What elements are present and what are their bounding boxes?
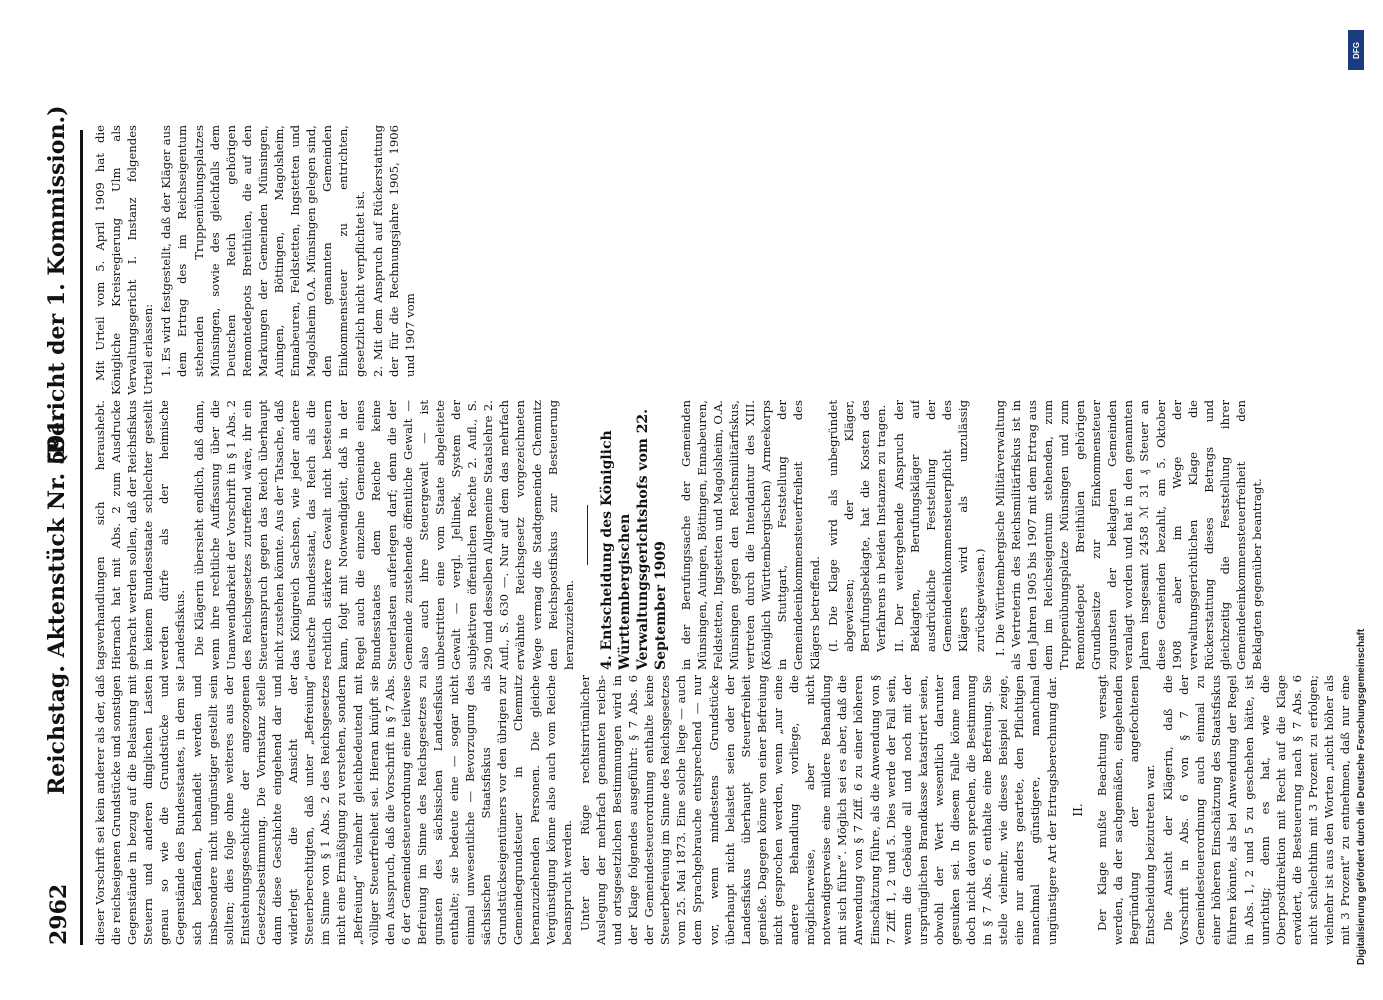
paragraph: Der Klage mußte Beachtung versagt werden, da der sachgemäßen, eingehenden Begründung der angefochtenen Entscheidung beizutreten war. xyxy=(1094,675,1157,945)
decision-heading: 4. Entscheidung des Königlich Württembergischen Verwaltungsgerichtshofs vom 22. September 1909 xyxy=(598,408,669,670)
section-number: II. xyxy=(1070,803,1085,817)
text-column-1 xyxy=(92,675,1352,945)
ruling-list xyxy=(825,400,988,670)
running-title: Reichstag. Aktenstück Nr. 591. xyxy=(44,411,70,795)
paragraph: Unter der Rüge rechtsirrtümlicher Auslegung der mehrfach genannten reichs- und ortsgesetzlichen Bestimmungen wird in der Klage folgendes ausgeführt: § 7 Abs. 6 der Gemeindesteuerordnung enthalte keine Steuerbefreiung im Sinne des Reichsgesetzes vom 25. Mai 1873. Eine solche liege — auch dem Sprachgebrauche entsprechend — nur vor, wenn mindestens Grundstücke überhaupt nicht belastet seien oder der Landesfiskus überhaupt Steuerfreiheit genieße. Dagegen könne von einer Befreiung nicht gesprochen werden, wenn „nur eine andere Behandlung vorliege, die möglicherweise, aber nicht notwendigerweise eine mildere Behandlung mit sich führe“. Möglich sei es aber, daß die Anwendung von § 7 Ziff. 6 zu einer höheren Einschätzung führe, als die Anwendung von § 7 Ziff. 1, 2 und 5. Dies werde der Fall sein, wenn die Gebäude all und noch mit der ursprünglichen Brandkasse katastriert seien, obwohl der Wert wesentlich darunter gesunken sei. In diesem Falle könne man doch nicht davon sprechen, die Bestimmung in § 7 Abs. 6 enthalte eine Befreiung. Sie stelle vielmehr, wie dieses Beispiel zeige, eine nur anders geartete, den Pflichtigen manchmal günstigere, manchmal ungünstigere Art der Ertragsberechnung dar. xyxy=(577,675,1059,945)
section-divider xyxy=(587,505,588,565)
list-item: II. Der weitergehende Anspruch der Beklagten, Berufungskläger auf ausdrückliche Feststellung der Gemeindeeinkommensteuerpflicht des Klägers wird als unzulässig zurückgewiesen.) xyxy=(892,400,987,652)
paragraph: dieser Vorschrift sei kein anderer als der, daß die reichseigenen Grundstücke und sonstigen Gegenstände in bezug auf die Belastung mit Steuern und anderen dinglichen Lasten genau so wie die Grundstücke und Gegenstände des Bundesstaates, in dem sie sich befänden, behandelt werden und insbesondere nicht ungünstiger gestellt sein sollten; dies folge ohne weiteres aus der Entstehungsgeschichte der angezogenen Gesetzesbestimmung. Die Vorinstanz stelle dann diese Geschichte eingehend dar und widerlegt die Ansicht der Steuerberechtigten, daß unter „Befreiung“ im Sinne von § 1 Abs. 2 des Reichsgesetzes nicht eine Ermäßigung zu verstehen, sondern „Befreiung“ vielmehr gleichbedeutend mit völliger Steuerfreiheit sei. Hieran knüpft sie den Ausspruch, daß die Vorschrift in § 7 Abs. 6 der Gemeindesteuerordnung eine teilweise Befreiung im Sinne des Reichsgesetzes zu gunsten des sächsischen Landesfiskus enthalte; sie bedeute eine — sogar nicht einmal unwesentliche — Bevorzugung des sächsischen Staatsfiskus als Grundstückseigentümers vor den übrigen zur Gemeindegrundsteuer in Chemnitz heranzuziehenden Personen. Die gleiche Vergünstigung könne also auch vom Reiche beansprucht werden. xyxy=(93,675,574,945)
judgment-list xyxy=(158,125,418,395)
text-column-3 xyxy=(92,125,1352,395)
paragraph: Die Klägerin übersieht endlich, daß dann, wenn ihre rechtliche Auffassung über die Unanwendbarkeit der Vorschrift in § 1 Abs. 2 des Reichsgesetzes zutreffend wäre, ihr ein Steueranspruch gegen das Reich überhaupt nicht zustehen könnte. Aus der Tatsache, daß das Königreich Sachsen, wie jeder andere deutsche Bundesstaat, das Reich als die rechtlich stärkere Gewalt nicht besteuern kann, folgt mit Notwendigkeit, daß in der Regel auch die einzelne Gemeinde eines Bundesstaates dem Reiche keine Steuerlasten auferlegen darf; denn die der Gemeinde zustehende öffentliche Gewalt — also auch ihre Steuergewalt — ist unbestritten eine vom Staate abgeleitete Gewalt — vergl. Jellinek, System der subjektiven öffentlichen Rechte 2. Aufl., S. 290 und desselben Allgemeine Staatslehre 2. Aufl., S. 630 —. Nur auf dem das mehrfach erwähnte Reichsgesetz vorgezeichneten Wege vermag die Stadtgemeinde Chemnitz den Reichspostfiskus zur Besteuerung heranzuziehen. xyxy=(191,400,576,670)
list-item: (I. Die Klage wird als unbegründet abgewiesen; der Kläger, Berufungsbeklagte, hat die Kosten des Verfahrens in beiden Instanzen zu tragen. xyxy=(825,400,888,652)
list-item: 1. Es wird festgestellt, daß der Kläger aus dem Ertrag des im Reichseigentum stehenden Truppenübungsplatzes Münsingen, sowie des gleichfalls dem Deutschen Reich gehörigen Remontedepots Breithülen, die auf den Markungen der Gemeinden Münsingen, Auingen, Böttingen, Magolsheim, Ennabeuren, Feldstetten, Ingstetten und Magolsheim O.A. Münsingen gelegen sind, den genannten Gemeinden Einkommensteuer zu entrichten, gesetzlich nicht verpflichtet ist. xyxy=(159,125,367,377)
dfg-logo-icon: DFG xyxy=(1348,30,1364,70)
paragraph: Mit Urteil vom 5. April 1909 hat die Königliche Kreisregierung Ulm als Verwaltungsgericht I. Instanz folgendes Urteil erlassen: xyxy=(93,125,156,395)
paragraph: tagsverhandlungen sich heraushebt. Hiernach hat mit Abs. 2 zum Ausdrucke gebracht werden sollen, daß der Reichsfiskus in keinem Bundesstaate schlechter gestellt werden dürfe als der heimische Landesfiskus. xyxy=(93,400,188,670)
header-rule xyxy=(80,130,83,945)
page-number: 2962 xyxy=(46,883,72,945)
paragraph: Die Ansicht der Klägerin, daß die Vorschrift in Abs. 6 von § 7 der Gemeindesteuerordnung auch einmal zu einer höheren Einschätzung des Staatsfiskus führen könnte, als bei Anwendung der Regel in Abs. 1, 2 und 5 zu geschehen hätte, ist unrichtig; denn es hat, wie die Oberpostdirektion mit Recht auf die Klage erwidert, die Besteuerung nach § 7 Abs. 6 nicht schlechthin mit 3 Prozent zu erfolgen; vielmehr ist aus den Worten „nicht höher als mit 3 Prozent“ zu entnehmen, daß nur eine xyxy=(1161,675,1352,945)
digitization-credit: Digitalisierung gefördert durch die Deutsche Forschungsgemeinschaft xyxy=(1356,628,1367,965)
digitization-credit-bar xyxy=(1340,30,1380,980)
paragraph: in der Berufungssache der Gemeinden Münsingen, Auingen, Böttingen, Ennabeuren, Feldstetten, Ingstetten und Magolsheim, O.A. Münsingen gegen den Reichsmilitärfiskus, vertreten durch die Intendantur des XIII. (Königlich Württembergischen) Armeekorps in Stuttgart, Feststellung der Gemeindeeinkommensteuerfreiheit des Klägers betreffend. xyxy=(678,400,822,670)
page-header xyxy=(40,105,80,945)
text-column-2 xyxy=(92,400,1352,670)
paragraph: I. Die Württembergische Militärverwaltung als Vertreterin des Reichsmilitärfiskus ist in den Jahren 1905 bis 1907 mit dem Ertrag aus dem im Reichseigentum stehenden, zum Truppenübungsplatze Münsingen und zum Remontedepot Breithülen gehörigen Grundbesitze zur Einkommensteuer zugunsten der beklagten Gemeinden veranlagt worden und hat in den genannten Jahren insgesamt 2458 ℳ 31 ₰ Steuer an diese Gemeinden bezahlt, am 5. Oktober 1908 aber im Wege der verwaltungsgerichtlichen Klage die Rückerstattung dieses Betrags und gleichzeitig die Feststellung ihrer Gemeindeeinkommensteuerfreiheit den Beklagten gegenüber beantragt. xyxy=(992,400,1265,670)
section-title: (Bericht der 1. Kommission.) xyxy=(44,105,70,465)
list-item: 2. Mit dem Anspruch auf Rückerstattung der für die Rechnungsjahre 1905, 1906 und 1907 vom xyxy=(370,125,417,377)
